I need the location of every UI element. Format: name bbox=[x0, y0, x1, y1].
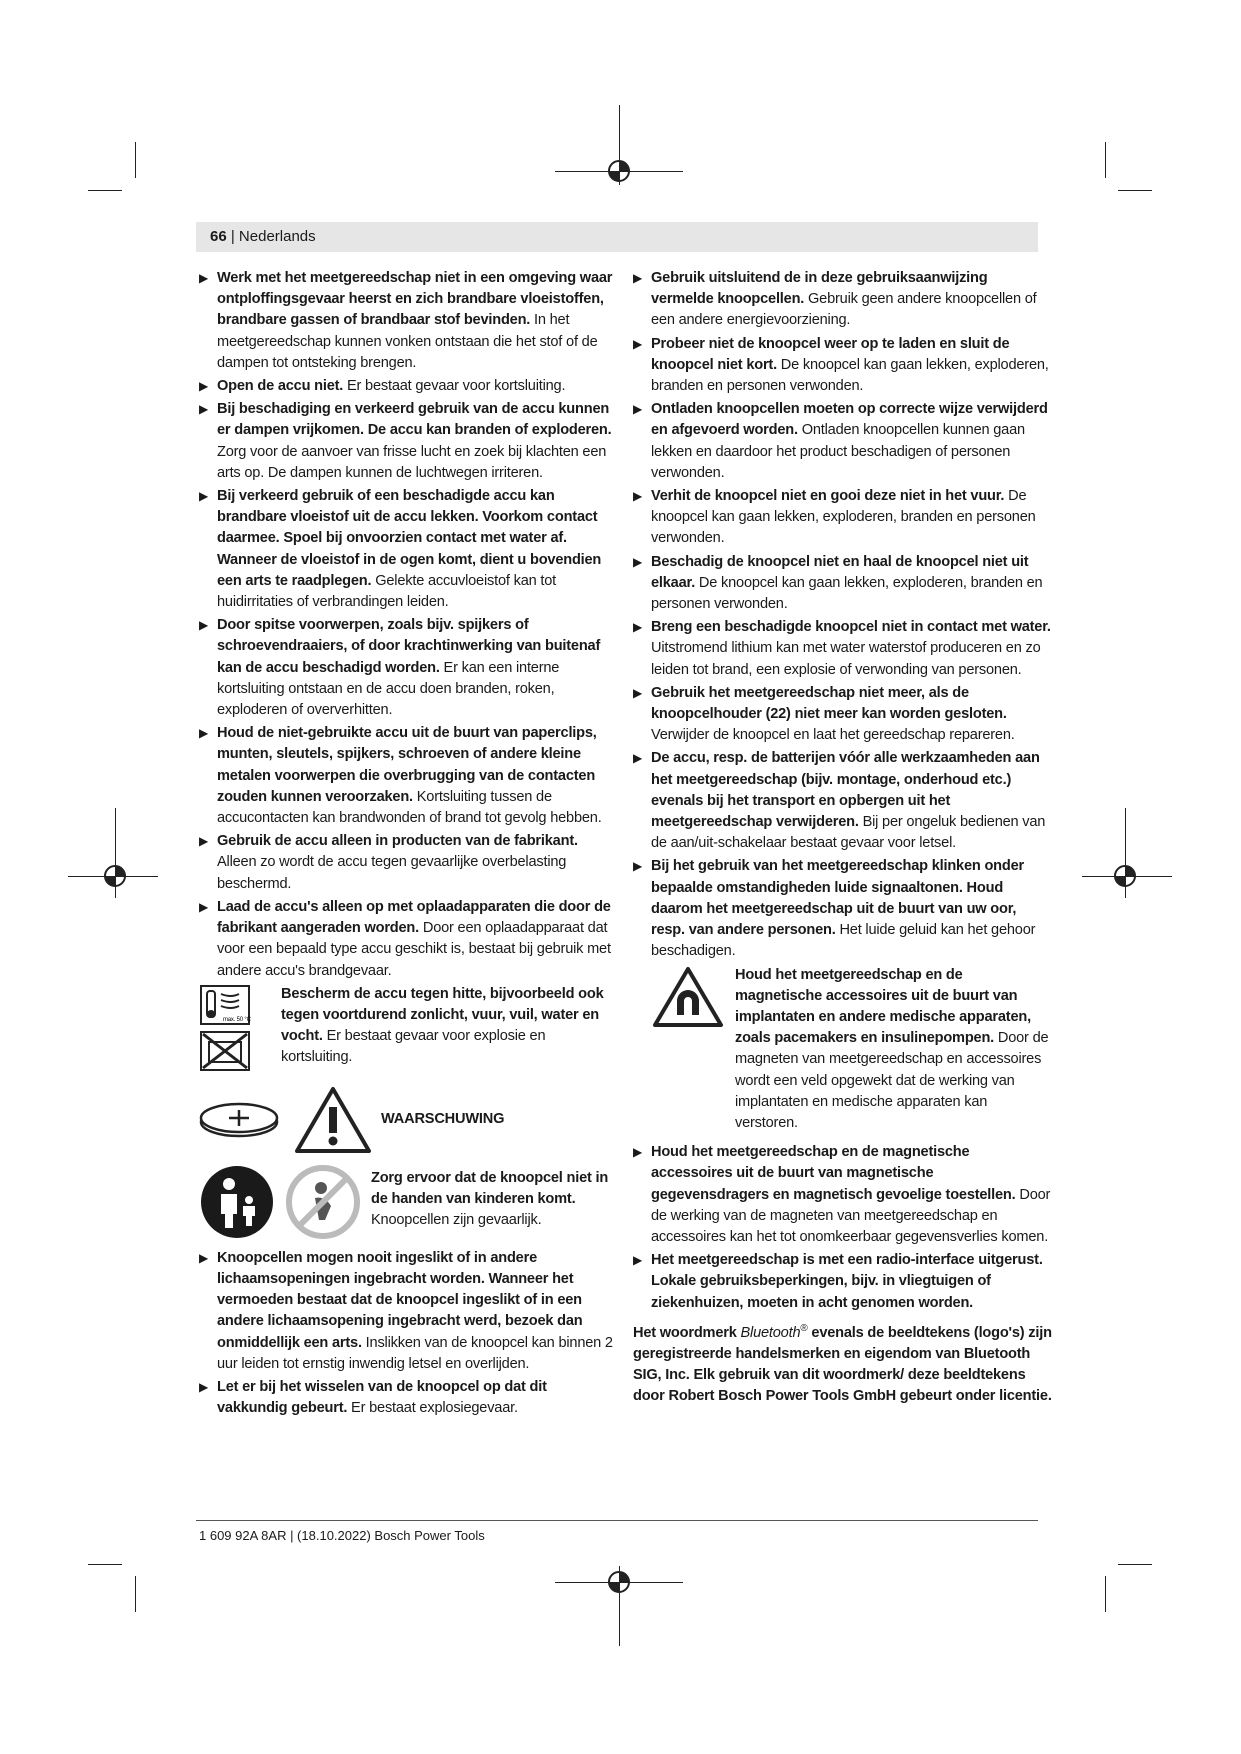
bullet-icon: ▶ bbox=[199, 271, 209, 285]
list-item: ▶ Ontladen knoopcellen moeten op correcte wijze verwijderd en afgevoerd worden. Ontladen knoopcellen kunnen gaan lekken en daardoor het product beschadigen of personen verwonden. bbox=[633, 401, 1048, 481]
bullet-icon: ▶ bbox=[199, 379, 209, 394]
bullet-icon: ▶ bbox=[199, 402, 209, 417]
heat-icons bbox=[199, 984, 279, 1072]
crop-mark bbox=[1118, 190, 1152, 191]
bullet-icon: ▶ bbox=[633, 620, 643, 635]
bullet-icon: ▶ bbox=[633, 1145, 643, 1160]
bullet-icon: ▶ bbox=[633, 271, 643, 285]
heat-warning-text: Bescherm de accu tegen hitte, bijvoorbeeld ook tegen voortdurend zonlicht, vuur, vuil, water en vocht. Er bestaat gevaar voor explosie en kortsluiting. bbox=[281, 985, 604, 1066]
list-item: ▶ Gebruik uitsluitend de in deze gebruiksaanwijzing vermelde knoopcellen. Gebruik geen andere knoopcellen of een andere energievoorziening. bbox=[633, 270, 1037, 329]
magnet-warning-note bbox=[633, 965, 1053, 1135]
registration-mark-icon bbox=[606, 1569, 632, 1595]
no-water-icon bbox=[199, 1030, 251, 1072]
page-number: 66 bbox=[210, 228, 227, 245]
no-swallow-icon bbox=[285, 1164, 361, 1240]
bullet-icon: ▶ bbox=[199, 899, 209, 914]
safety-list bbox=[199, 1248, 619, 1420]
heat-warning-note bbox=[199, 984, 619, 1072]
registration-mark-icon bbox=[1112, 863, 1138, 889]
bullet-icon: ▶ bbox=[633, 489, 643, 504]
safety-list bbox=[633, 268, 1053, 963]
left-column bbox=[199, 268, 619, 1421]
keep-away-from-children-icon bbox=[199, 1164, 275, 1240]
bullet-icon: ▶ bbox=[633, 554, 643, 569]
crop-mark bbox=[1105, 1576, 1106, 1612]
crop-mark bbox=[88, 1564, 122, 1565]
bullet-icon: ▶ bbox=[633, 1253, 643, 1268]
list-item: ▶ Let er bij het wisselen van de knoopcel op dat dit vakkundig gebeurt. Er bestaat explosiegevaar. bbox=[199, 1378, 547, 1417]
crop-mark bbox=[1105, 142, 1106, 178]
registration-mark-icon bbox=[102, 863, 128, 889]
list-item: ▶ Open de accu niet. Er bestaat gevaar voor kortsluiting. bbox=[199, 376, 619, 397]
crop-mark bbox=[88, 190, 122, 191]
bullet-icon: ▶ bbox=[199, 834, 209, 849]
list-item: ▶ Houd het meetgereedschap en de magnetische accessoires uit de buurt van magnetische gegevensdragers en magnetisch gevoelige toestellen. Door de werking van de magneten van meetgereedschap en accessoires kan het tot onomkeerbaar gegevensverlies komen. bbox=[633, 1144, 1051, 1245]
crop-mark bbox=[135, 1576, 136, 1612]
page-header: 66 | Nederlands bbox=[196, 222, 1038, 252]
crop-mark bbox=[1118, 1564, 1152, 1565]
bullet-icon: ▶ bbox=[199, 618, 209, 633]
list-item: ▶ Bij beschadiging en verkeerd gebruik van de accu kunnen er dampen vrijkomen. De accu kan branden of exploderen. Zorg voor de aanvoer van frisse lucht en zoek bij klachten een arts op. De dampen kunnen de luchtwegen irriteren. bbox=[199, 401, 612, 481]
list-item: ▶ Gebruik het meetgereedschap niet meer, als de knoopcelhouder (22) niet meer kan worden gesloten. Verwijder de knoopcel en laat het gereedschap repareren. bbox=[633, 684, 1015, 744]
list-item: ▶ De accu, resp. de batterijen vóór alle werkzaamheden aan het meetgereedschap (bijv. montage, onderhoud etc.) evenals bij het transport en opbergen uit het meetgereedschap verwijderen. Bij per ongeluk bedienen van de aan/uit-schakelaar bestaat gevaar voor letsel. bbox=[633, 750, 1046, 852]
bullet-icon: ▶ bbox=[199, 726, 209, 741]
list-item: ▶ Verhit de knoopcel niet en gooi deze niet in het vuur. De knoopcel kan gaan lekken, exploderen, branden en personen verwonden. bbox=[633, 488, 1036, 547]
list-item: ▶ Het meetgereedschap is met een radio-interface uitgerust. Lokale gebruiksbeperkingen, bijv. in vliegtuigen of ziekenhuizen, moeten in acht genomen worden. bbox=[633, 1252, 1043, 1311]
warning-header bbox=[199, 1080, 619, 1160]
footer-divider bbox=[196, 1520, 1038, 1521]
list-item: ▶ Laad de accu's alleen op met oplaadapparaten die door de fabrikant aangeraden worden. Door een oplaadapparaat dat voor een bepaald type accu geschikt is, bestaat bij gebruik met andere accu's brandgevaar. bbox=[199, 898, 611, 979]
list-item: ▶ Beschadig de knoopcel niet en haal de knoopcel niet uit elkaar. De knoopcel kan gaan lekken, exploderen, branden en personen verwonden. bbox=[633, 553, 1043, 613]
bullet-icon: ▶ bbox=[633, 859, 643, 874]
warning-title: WAARSCHUWING bbox=[381, 1111, 505, 1128]
crop-mark bbox=[135, 142, 136, 178]
list-item: ▶ Werk met het meetgereedschap niet in een omgeving waar ontploffingsgevaar heerst en zich brandbare vloeistoffen, brandbare gassen of brandbaar stof bevinden. In het meetgereedschap kunnen vonken ontstaan die het stof of de dampen tot ontsteking brengen. bbox=[199, 270, 613, 371]
right-column bbox=[633, 268, 1053, 1407]
magnet-warning-text: Houd het meetgereedschap en de magnetische accessoires uit de buurt van implantaten en andere medische apparaten, zoals pacemakers en insulinepompen. Door de magneten van meetgereedschap en accessoires wordt een veld opgewekt dat de werking van implantaten en medische apparaten kan verstoren. bbox=[735, 966, 1049, 1131]
magnet-warning-icon bbox=[651, 965, 725, 1029]
warning-triangle-icon bbox=[293, 1085, 373, 1155]
bullet-icon: ▶ bbox=[199, 1379, 209, 1394]
max-temperature-label: max. 50 °C bbox=[223, 1016, 251, 1023]
bullet-icon: ▶ bbox=[633, 402, 643, 417]
sun-temperature-icon bbox=[199, 984, 251, 1026]
list-item: ▶ Bij verkeerd gebruik of een beschadigde accu kan brandbare vloeistof uit de accu lekken. Voorkom contact daarmee. Spoel bij onvoorzien contact met water af. Wanneer de vloeistof in de ogen komt, dient u bovendien een arts te raadplegen. Gelekte accuvloeistof kan tot huidirritaties of verbrandingen leiden. bbox=[199, 488, 602, 611]
registration-mark-icon bbox=[606, 158, 632, 184]
section-title: Nederlands bbox=[238, 228, 316, 245]
bullet-icon: ▶ bbox=[633, 685, 643, 700]
bullet-icon: ▶ bbox=[199, 1250, 209, 1265]
list-item: ▶ Gebruik de accu alleen in producten van de fabrikant. Alleen zo wordt de accu tegen gevaarlijke overbelasting beschermd. bbox=[199, 833, 578, 892]
bluetooth-trademark-note: Het woordmerk Bluetooth® evenals de beeldtekens (logo's) zijn geregistreerde handelsmerken en eigendom van Bluetooth SIG, Inc. Elk gebruik van dit woordmerk/ deze beeldtekens door Robert Bosch Power Tools GmbH gebeurt onder licentie. bbox=[633, 1322, 1052, 1405]
list-item: ▶ Houd de niet-gebruikte accu uit de buurt van paperclips, munten, sleutels, spijkers, schroeven of andere kleine metalen voorwerpen die overbrugging van de contacten zouden kunnen veroorzaken. Kortsluiting tussen de accucontacten kan brandwonden of brand tot gevolg hebben. bbox=[199, 725, 602, 827]
button-cell-icon bbox=[199, 1100, 283, 1140]
bullet-icon: ▶ bbox=[199, 489, 209, 504]
bullet-icon: ▶ bbox=[633, 751, 643, 766]
list-item: ▶ Knoopcellen mogen nooit ingeslikt of in andere lichaamsopeningen ingebracht worden. Wanneer het vermoeden bestaat dat de knoopcel ingeslikt of in een andere lichaamsopening ingebracht werd, bezoek dan onmiddellijk een arts. Inslikken van de knoopcel kan binnen 2 uur leiden tot ernstig inwendig letsel en overlijden. bbox=[199, 1249, 613, 1372]
child-warning-text: Zorg ervoor dat de knoopcel niet in de handen van kinderen komt. Knoopcellen zijn gevaarlijk. bbox=[371, 1169, 609, 1229]
footer-text: 1 609 92A 8AR | (18.10.2022) Bosch Power Tools bbox=[199, 1528, 485, 1543]
safety-list bbox=[199, 268, 619, 982]
list-item: ▶ Bij het gebruik van het meetgereedschap klinken onder bepaalde omstandigheden luide signaaltonen. Houd daarom het meetgereedschap uit de buurt van uw oor, resp. van andere personen. Het luide geluid kan het gehoor beschadigen. bbox=[633, 858, 1036, 960]
safety-list bbox=[633, 1142, 1053, 1314]
list-item: ▶ Breng een beschadigde knoopcel niet in contact met water. Uitstromend lithium kan met water waterstof produceren en zo leiden tot brand, een explosie of verwonding van personen. bbox=[633, 619, 1051, 678]
child-warning-note bbox=[199, 1164, 619, 1240]
bullet-icon: ▶ bbox=[633, 336, 643, 351]
list-item: ▶ Door spitse voorwerpen, zoals bijv. spijkers of schroevendraaiers, of door krachtinwerking van buitenaf kan de accu beschadigd worden. Er kan een interne kortsluiting ontstaan en de accu doen branden, roken, exploderen of oververhitten. bbox=[199, 617, 601, 719]
list-item: ▶ Probeer niet de knoopcel weer op te laden en sluit de knoopcel niet kort. De knoopcel kan gaan lekken, exploderen, branden en personen verwonden. bbox=[633, 335, 1049, 395]
